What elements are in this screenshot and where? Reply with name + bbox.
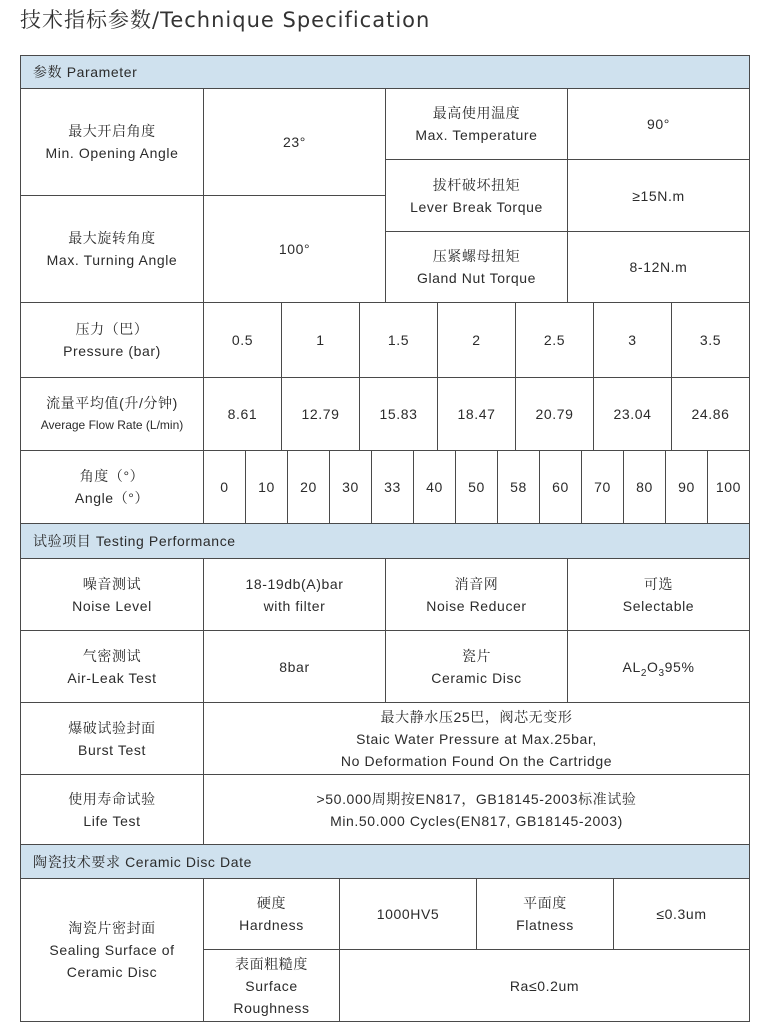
max-turning-angle-label — [20, 195, 204, 303]
noise-reducer-cn: 消音网 — [454, 575, 499, 592]
pressure-value — [593, 302, 672, 378]
flatness-label — [476, 878, 614, 950]
angle-value-text: 100 — [715, 479, 742, 495]
pressure-value — [515, 302, 594, 378]
burst-test-value — [203, 702, 750, 775]
flatness-value-text: ≤0.3um — [656, 906, 707, 922]
flow-rate-value-text: 18.47 — [457, 406, 496, 422]
max-temperature-en: Max. Temperature — [415, 127, 538, 143]
roughness-label — [203, 949, 340, 1022]
ceramic-disc-label — [385, 630, 568, 703]
ceramic-disc-en: Ceramic Disc — [431, 669, 522, 686]
angle-value — [287, 450, 330, 524]
burst-test-line2: Staic Water Pressure at Max.25bar, — [356, 730, 597, 747]
flow-rate-value-text: 23.04 — [613, 406, 652, 422]
angle-value — [497, 450, 540, 524]
flatness-en: Flatness — [516, 917, 574, 933]
min-opening-angle-label — [20, 88, 204, 196]
burst-test-cn: 爆破试验封面 — [68, 719, 156, 736]
angle-value-text: 60 — [552, 479, 569, 495]
gland-nut-torque-value-text: 8-12N.m — [629, 259, 688, 275]
air-leak-en: Air-Leak Test — [67, 669, 157, 686]
angle-value — [329, 450, 372, 524]
angle-value — [707, 450, 750, 524]
max-temperature-value-text: 90° — [647, 116, 670, 132]
flow-rate-value-text: 12.79 — [301, 406, 340, 422]
flow-rate-value — [437, 377, 516, 451]
selectable-cn: 可选 — [643, 575, 674, 592]
pressure-value-text: 1 — [316, 332, 325, 348]
hardness-value-text: 1000HV5 — [376, 906, 440, 922]
flow-rate-value-text: 24.86 — [691, 406, 730, 422]
angle-cn: 角度（°） — [79, 468, 145, 484]
angle-value-text: 70 — [594, 479, 611, 495]
flow-rate-value-text: 8.61 — [227, 406, 258, 422]
sealing-surface-en2: Ceramic Disc — [66, 964, 158, 980]
angle-value-text: 33 — [384, 479, 401, 495]
burst-test-label — [20, 702, 204, 775]
max-temperature-label — [385, 88, 568, 160]
flow-rate-en: Average Flow Rate (L/min) — [40, 418, 184, 432]
burst-test-en: Burst Test — [78, 741, 146, 758]
pressure-value-text: 2.5 — [543, 332, 566, 348]
noise-level-cn: 噪音测试 — [82, 575, 142, 592]
air-leak-cn: 气密测试 — [82, 647, 142, 664]
angle-value — [539, 450, 582, 524]
pressure-value-text: 2 — [472, 332, 481, 348]
max-turning-angle-en: Max. Turning Angle — [46, 252, 178, 268]
flow-rate-value — [671, 377, 750, 451]
noise-level-value-line1: 18-19db(A)bar — [245, 575, 344, 592]
angle-value-text: 0 — [220, 479, 229, 495]
max-turning-angle-value — [203, 195, 386, 303]
angle-value-text: 20 — [300, 479, 317, 495]
noise-reducer-label — [385, 558, 568, 631]
flow-rate-value — [281, 377, 360, 451]
page-title: 技术指标参数/Technique Specification — [20, 8, 431, 32]
max-temperature-value — [567, 88, 750, 160]
roughness-en1: Surface — [245, 977, 298, 994]
pressure-value — [203, 302, 282, 378]
pressure-value-text: 3 — [628, 332, 637, 348]
burst-test-line1: 最大静水压25巴，阀芯无变形 — [380, 708, 573, 725]
selectable-en: Selectable — [622, 597, 695, 614]
angle-value-text: 50 — [468, 479, 485, 495]
hardness-cn: 硬度 — [256, 895, 287, 911]
max-turning-angle-cn: 最大旋转角度 — [68, 230, 156, 246]
roughness-en2: Roughness — [233, 999, 310, 1016]
formula-sub-1: 2 — [640, 667, 647, 679]
pressure-value-text: 3.5 — [699, 332, 722, 348]
pressure-en: Pressure (bar) — [63, 343, 161, 359]
flatness-value — [613, 878, 750, 950]
ceramic-disc-cn: 瓷片 — [461, 647, 492, 664]
angle-en: Angle（°） — [74, 490, 150, 506]
pressure-value — [281, 302, 360, 378]
angle-value-text: 58 — [510, 479, 527, 495]
lever-break-torque-label — [385, 159, 568, 232]
lever-break-torque-value — [567, 159, 750, 232]
angle-value-text: 30 — [342, 479, 359, 495]
angle-value — [581, 450, 624, 524]
life-test-line2: Min.50.000 Cycles(EN817, GB18145-2003) — [330, 812, 623, 829]
formula-prefix: AL — [622, 658, 641, 675]
angle-value — [623, 450, 666, 524]
roughness-value — [339, 949, 750, 1022]
formula-mid: O — [647, 658, 659, 675]
noise-reducer-value — [567, 558, 750, 631]
pressure-value-text: 1.5 — [387, 332, 410, 348]
min-opening-angle-cn: 最大开启角度 — [68, 123, 156, 139]
noise-level-label — [20, 558, 204, 631]
gland-nut-torque-en: Gland Nut Torque — [416, 270, 537, 286]
lever-break-torque-value-text: ≥15N.m — [632, 187, 685, 204]
pressure-value — [671, 302, 750, 378]
hardness-label — [203, 878, 340, 950]
max-turning-angle-value-text: 100° — [278, 241, 311, 257]
min-opening-angle-value — [203, 88, 386, 196]
pressure-label — [20, 302, 204, 378]
flow-rate-value-text: 15.83 — [379, 406, 418, 422]
flow-rate-value-text: 20.79 — [535, 406, 574, 422]
lever-break-torque-en: Lever Break Torque — [410, 198, 543, 215]
angle-value — [413, 450, 456, 524]
life-test-label — [20, 774, 204, 845]
flow-rate-value — [203, 377, 282, 451]
gland-nut-torque-cn: 压紧螺母扭矩 — [432, 248, 521, 264]
noise-level-en: Noise Level — [72, 597, 152, 614]
roughness-value-text: Ra≤0.2um — [509, 977, 580, 994]
flatness-cn: 平面度 — [523, 895, 567, 911]
min-opening-angle-en: Min. Opening Angle — [45, 145, 179, 161]
angle-value — [665, 450, 708, 524]
formula-suffix: 95% — [664, 658, 695, 675]
flow-rate-value — [359, 377, 438, 451]
burst-test-line3: No Deformation Found On the Cartridge — [340, 752, 613, 769]
pressure-value — [437, 302, 516, 378]
flow-rate-value — [515, 377, 594, 451]
pressure-cn: 压力（巴） — [75, 321, 149, 337]
ceramic-disc-material — [567, 630, 750, 703]
formula-sub-2: 3 — [658, 667, 665, 679]
angle-value-text: 90 — [678, 479, 695, 495]
angle-value-text: 10 — [258, 479, 275, 495]
material-formula — [623, 656, 695, 678]
gland-nut-torque-value — [567, 231, 750, 303]
section-header-ceramic: 陶瓷技术要求 Ceramic Disc Date — [20, 844, 750, 879]
angle-value — [371, 450, 414, 524]
sealing-surface-cn: 淘瓷片密封面 — [68, 920, 156, 936]
noise-reducer-en: Noise Reducer — [426, 597, 527, 614]
air-leak-value — [203, 630, 386, 703]
pressure-value-text: 0.5 — [231, 332, 254, 348]
flow-rate-label — [20, 377, 204, 451]
pressure-value — [359, 302, 438, 378]
flow-rate-value — [593, 377, 672, 451]
sealing-surface-en1: Sealing Surface of — [49, 942, 175, 958]
gland-nut-torque-label — [385, 231, 568, 303]
air-leak-label — [20, 630, 204, 703]
angle-value — [203, 450, 246, 524]
section-header-testing: 试验项目 Testing Performance — [20, 523, 750, 559]
noise-level-value-line2: with filter — [263, 597, 326, 614]
angle-value — [245, 450, 288, 524]
angle-label — [20, 450, 204, 524]
sealing-surface-label — [20, 878, 204, 1022]
life-test-en: Life Test — [83, 812, 141, 829]
min-opening-angle-value-text: 23° — [283, 134, 306, 150]
roughness-cn: 表面粗糙度 — [235, 955, 308, 972]
hardness-value — [339, 878, 477, 950]
life-test-value — [203, 774, 750, 845]
flow-rate-cn: 流量平均值(升/分钟) — [46, 395, 178, 411]
max-temperature-cn: 最高使用温度 — [432, 105, 521, 121]
angle-value-text: 80 — [636, 479, 653, 495]
hardness-en: Hardness — [239, 917, 304, 933]
life-test-cn: 使用寿命试验 — [68, 790, 156, 807]
air-leak-value-text: 8bar — [279, 658, 310, 675]
angle-value-text: 40 — [426, 479, 443, 495]
life-test-line1: >50.000周期按EN817，GB18145-2003标准试验 — [316, 790, 637, 807]
angle-value — [455, 450, 498, 524]
lever-break-torque-cn: 拔杆破坏扭矩 — [432, 176, 521, 193]
section-header-parameter: 参数 Parameter — [20, 55, 750, 89]
noise-level-value — [203, 558, 386, 631]
